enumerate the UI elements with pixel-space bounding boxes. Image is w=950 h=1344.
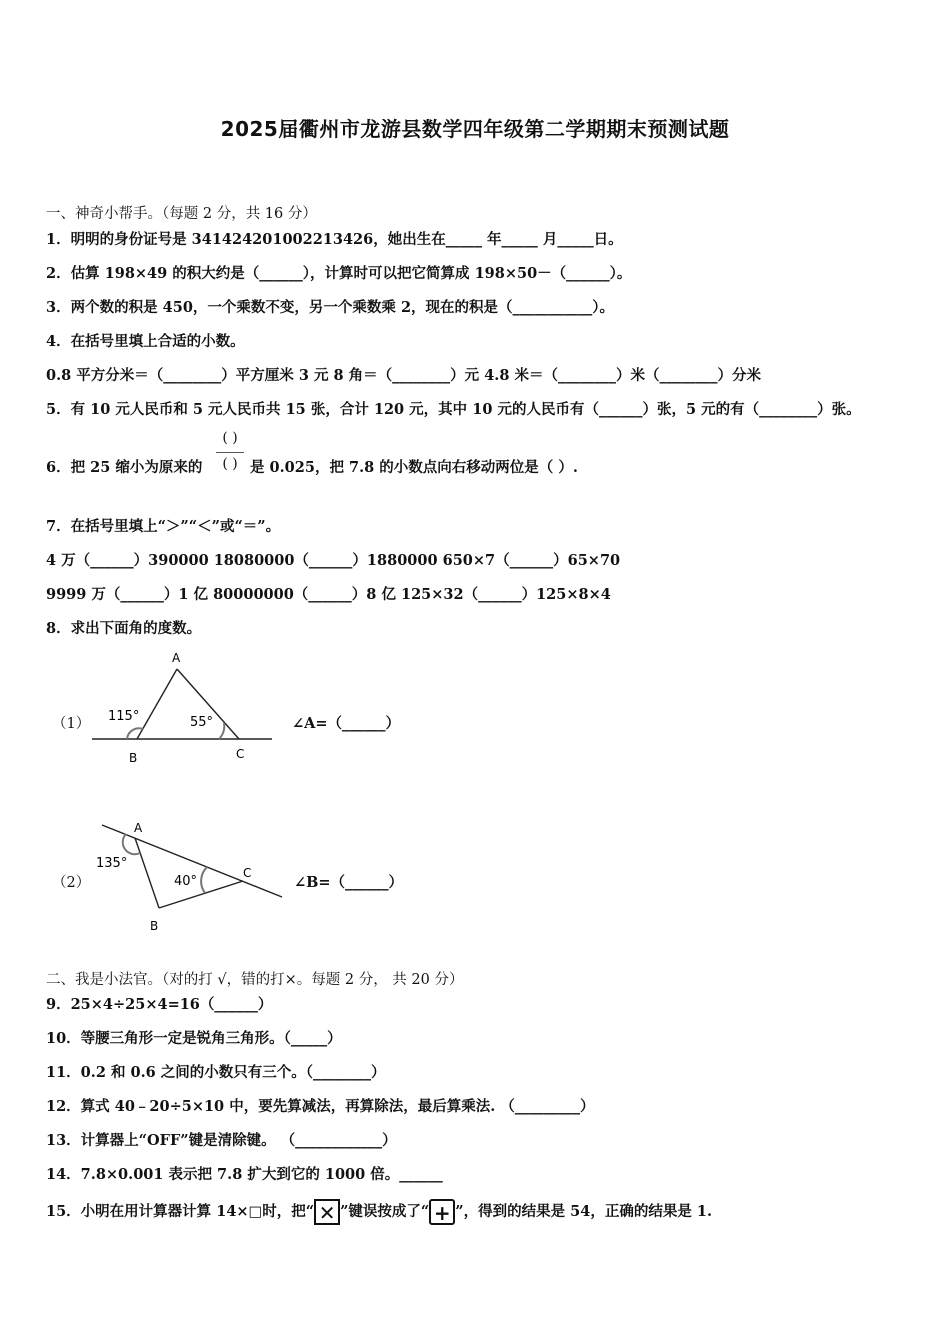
angle-c-arc bbox=[201, 867, 207, 893]
question-1: 1．明明的身份证号是 341424201002213426，她出生在_____ 年_____ 月_____日。 bbox=[46, 231, 623, 248]
question-14: 14．7.8×0.001 表示把 7.8 扩大到它的 1000 倍。______ bbox=[46, 1166, 443, 1183]
angle-c-value: 55° bbox=[190, 715, 214, 730]
multiply-key-icon: ✕ bbox=[314, 1199, 340, 1225]
figure-2-label: （2） bbox=[52, 875, 91, 891]
question-15 bbox=[46, 1199, 712, 1225]
angle-c-arc bbox=[219, 723, 224, 739]
question-6-suffix: 是 0.025，把 7.8 的小数点向右移动两位是（ ）. bbox=[250, 459, 578, 476]
angle-a-value: 135° bbox=[96, 856, 128, 871]
question-8: 8．求出下面角的度数。 bbox=[46, 620, 202, 637]
vertex-c-label: C bbox=[236, 747, 245, 761]
vertex-b-label: B bbox=[129, 751, 138, 765]
vertex-b-label: B bbox=[150, 919, 159, 933]
plus-key-icon: + bbox=[429, 1199, 455, 1225]
angle-c-value: 40° bbox=[174, 874, 198, 889]
side-ab bbox=[135, 838, 159, 908]
fraction-bar bbox=[216, 452, 244, 453]
page-title: 2025届衢州市龙游县数学四年级第二学期期末预测试题 bbox=[220, 117, 730, 141]
vertex-c-label: C bbox=[243, 866, 252, 880]
question-12: 12．算式 40﹣20÷5×10 中，要先算减法，再算除法，最后算乘法. （_________） bbox=[46, 1098, 595, 1115]
figure-1-answer: ∠A=（______） bbox=[292, 715, 401, 732]
angle-b-value: 115° bbox=[108, 709, 140, 724]
question-15-part-1: 15．小明在用计算器计算 14×□时，把“ bbox=[46, 1203, 315, 1220]
question-13: 13．计算器上“OFF”键是清除键。 （____________） bbox=[46, 1132, 397, 1149]
question-7-row-1: 4 万（______）390000 18080000（______）1880000 650×7（______）65×70 bbox=[46, 552, 621, 569]
fraction-denominator: ( ) bbox=[222, 456, 238, 472]
question-15-part-2: ”键误按成了“ bbox=[340, 1203, 430, 1220]
figure-2-answer: ∠B=（______） bbox=[294, 874, 404, 891]
question-3: 3．两个数的积是 450，一个乘数不变，另一个乘数乘 2，现在的积是（___________）。 bbox=[46, 299, 615, 316]
fraction-numerator: ( ) bbox=[222, 430, 238, 446]
question-4-blanks: 0.8 平方分米＝（________）平方厘米 3 元 8 角＝（________）元 4.8 米＝（________）米（________）分米 bbox=[46, 367, 761, 384]
question-10: 10．等腰三角形一定是锐角三角形。（_____） bbox=[46, 1030, 342, 1047]
question-15-part-3: ”，得到的结果是 54，正确的结果是 1. bbox=[455, 1203, 713, 1220]
question-7: 7．在括号里填上“＞”“＜”或“＝”。 bbox=[46, 518, 281, 535]
vertex-a-label: A bbox=[134, 821, 143, 835]
figure-1-label: （1） bbox=[52, 716, 91, 732]
vertex-a-label: A bbox=[172, 651, 181, 665]
question-6-prefix: 6．把 25 缩小为原来的 bbox=[46, 459, 203, 476]
figure-1-triangle bbox=[40, 645, 440, 770]
question-9: 9．25×4÷25×4=16（______） bbox=[46, 996, 273, 1013]
question-4: 4．在括号里填上合适的小数。 bbox=[46, 333, 245, 350]
question-5: 5．有 10 元人民币和 5 元人民币共 15 张，合计 120 元，其中 10 元的人民币有（______）张，5 元的有（________）张。 bbox=[46, 401, 861, 418]
question-11: 11．0.2 和 0.6 之间的小数只有三个。（________） bbox=[46, 1064, 386, 1081]
question-7-row-2: 9999 万（______）1 亿 80000000（______）8 亿 125×32（______）125×8×4 bbox=[46, 586, 611, 603]
question-2: 2．估算 198×49 的积大约是（______），计算时可以把它简算成 198×50－（______）。 bbox=[46, 265, 632, 282]
section-1-heading: 一、神奇小帮手。（每题 2 分，共 16 分） bbox=[46, 206, 317, 222]
section-2-heading: 二、我是小法官。（对的打 √，错的打×。每题 2 分， 共 20 分） bbox=[46, 972, 464, 988]
